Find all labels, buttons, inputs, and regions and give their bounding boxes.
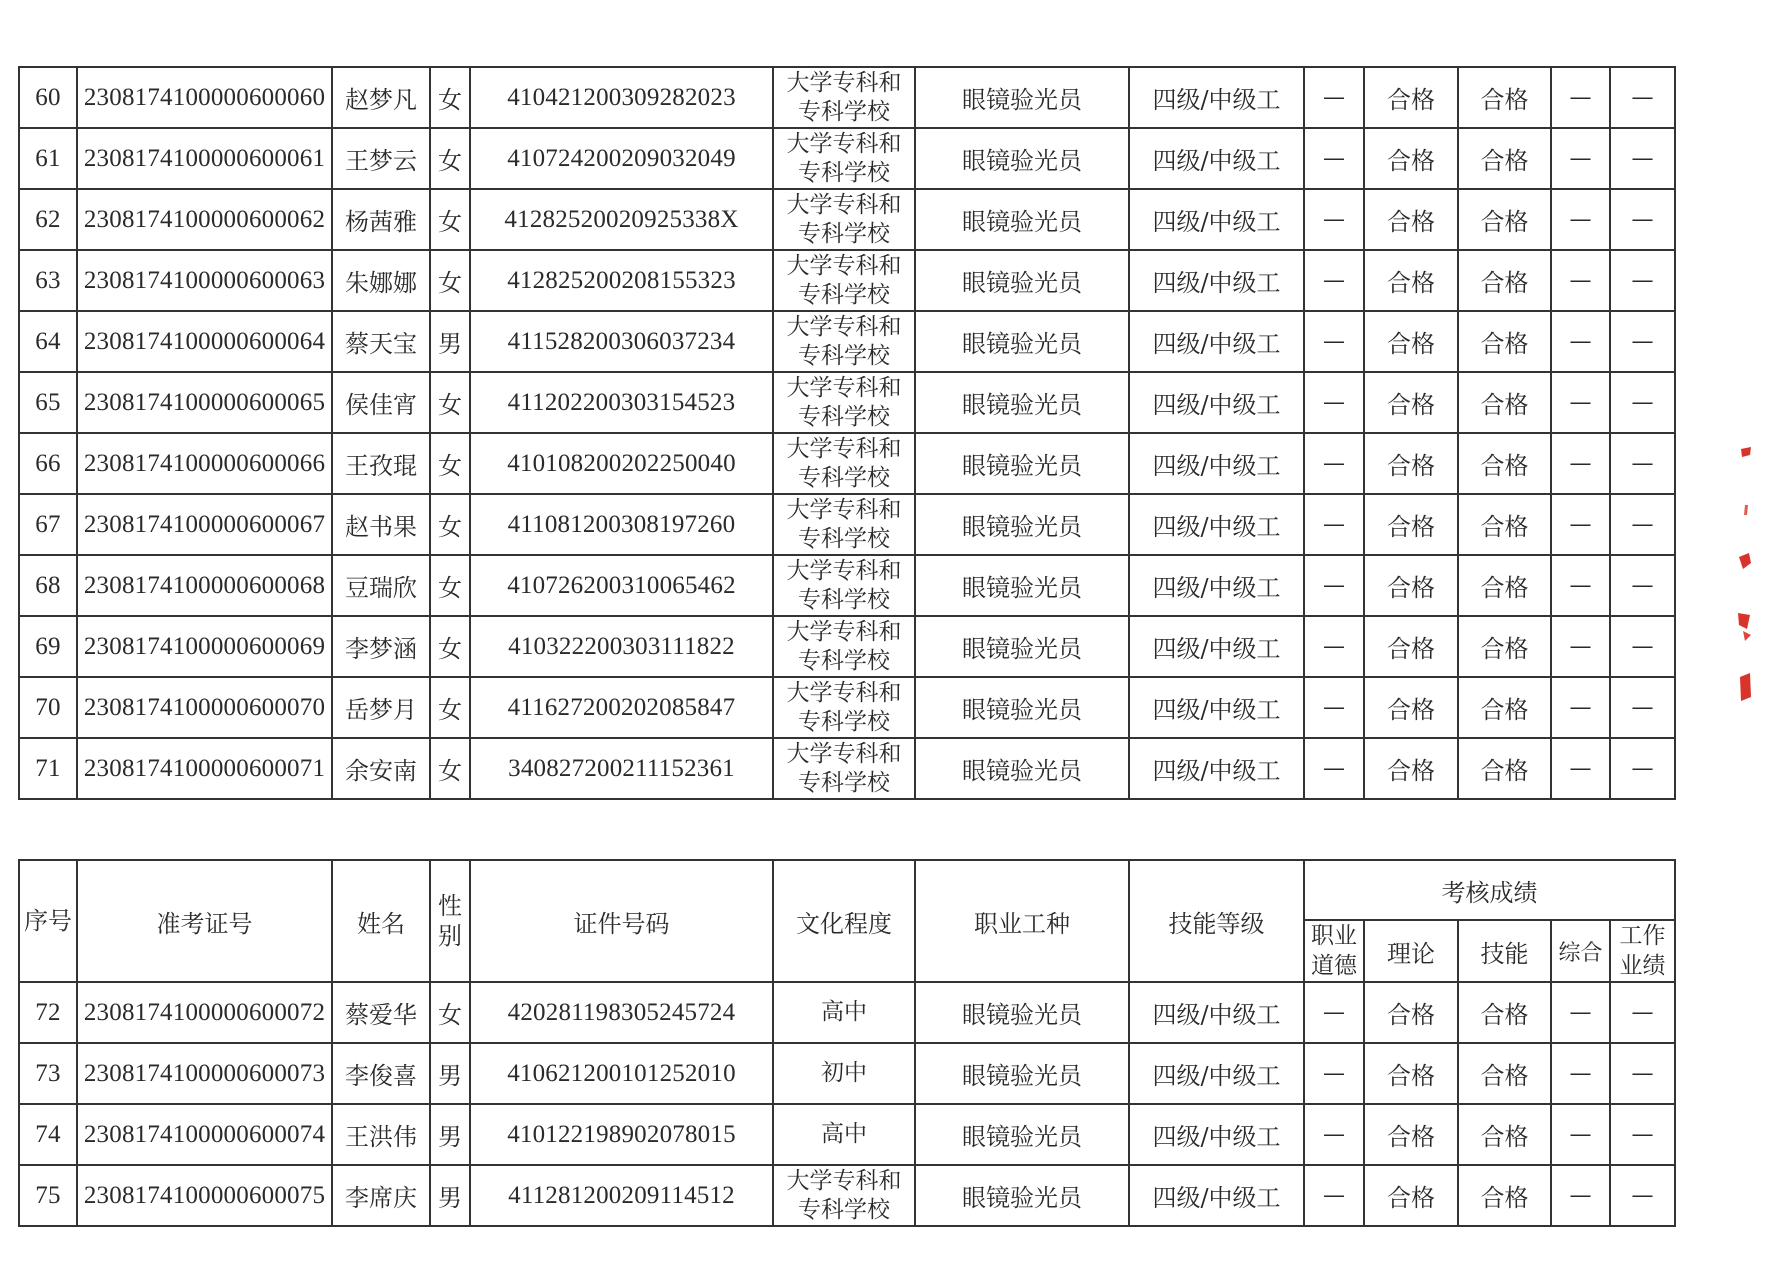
- cell-occupation: 眼镜验光员: [915, 1043, 1129, 1104]
- cell-ethics: —: [1304, 677, 1364, 738]
- education-line-2: 专科学校: [798, 464, 890, 491]
- cell-work-performance: —: [1610, 250, 1675, 311]
- header-comprehensive: 综合: [1551, 920, 1610, 982]
- education-line-2: 专科学校: [798, 708, 890, 735]
- cell-gender: 女: [430, 128, 470, 189]
- cell-name: 李席庆: [332, 1165, 430, 1226]
- cell-ethics: —: [1304, 982, 1364, 1043]
- cell-theory: 合格: [1364, 738, 1458, 799]
- cell-ethics: —: [1304, 494, 1364, 555]
- cell-occupation: 眼镜验光员: [915, 494, 1129, 555]
- cell-skill: 合格: [1458, 1165, 1551, 1226]
- cell-occupation: 眼镜验光员: [915, 677, 1129, 738]
- cell-occupation: 眼镜验光员: [915, 128, 1129, 189]
- cell-comprehensive: —: [1551, 311, 1610, 372]
- education-line-1: 大学专科和: [786, 740, 902, 767]
- education-line-1: 大学专科和: [786, 313, 902, 340]
- cell-education: [773, 189, 915, 250]
- cell-education: [773, 372, 915, 433]
- header-ticket: 准考证号: [77, 860, 332, 982]
- cell-comprehensive: —: [1551, 982, 1610, 1043]
- education-line-1: 高中: [821, 1121, 867, 1147]
- cell-theory: 合格: [1364, 555, 1458, 616]
- cell-ethics: —: [1304, 67, 1364, 128]
- cell-occupation: 眼镜验光员: [915, 67, 1129, 128]
- education-line-1: 大学专科和: [786, 618, 902, 645]
- cell-ticket: 2308174100000600061: [77, 128, 332, 189]
- cell-skill-level: 四级/中级工: [1129, 555, 1304, 616]
- cell-gender: 女: [430, 372, 470, 433]
- cell-work-performance: —: [1610, 433, 1675, 494]
- cell-theory: 合格: [1364, 189, 1458, 250]
- cell-name: 杨茜雅: [332, 189, 430, 250]
- education-line-2: 专科学校: [798, 281, 890, 308]
- cell-name: 王洪伟: [332, 1104, 430, 1165]
- cell-name: 赵梦凡: [332, 67, 430, 128]
- cell-work-performance: —: [1610, 677, 1675, 738]
- cell-id-number: 410322200303111822: [470, 616, 773, 677]
- cell-skill-level: 四级/中级工: [1129, 128, 1304, 189]
- table-row: [19, 128, 1675, 189]
- cell-education: [773, 311, 915, 372]
- cell-skill: 合格: [1458, 555, 1551, 616]
- cell-id-number: 410108200202250040: [470, 433, 773, 494]
- cell-education: [773, 555, 915, 616]
- cell-theory: 合格: [1364, 1043, 1458, 1104]
- cell-occupation: 眼镜验光员: [915, 1165, 1129, 1226]
- table-row: [19, 738, 1675, 799]
- cell-gender: 女: [430, 189, 470, 250]
- cell-skill-level: 四级/中级工: [1129, 982, 1304, 1043]
- cell-skill: 合格: [1458, 1043, 1551, 1104]
- cell-name: 蔡天宝: [332, 311, 430, 372]
- cell-education: [773, 677, 915, 738]
- cell-gender: 男: [430, 311, 470, 372]
- cell-seq: 73: [19, 1043, 77, 1104]
- education-line-1: 大学专科和: [786, 130, 902, 157]
- education-line-2: 专科学校: [798, 586, 890, 613]
- cell-skill-level: 四级/中级工: [1129, 1165, 1304, 1226]
- cell-education: [773, 738, 915, 799]
- cell-gender: 女: [430, 738, 470, 799]
- cell-id-number: 420281198305245724: [470, 982, 773, 1043]
- cell-education: [773, 67, 915, 128]
- cell-skill: 合格: [1458, 67, 1551, 128]
- education-line-2: 专科学校: [798, 159, 890, 186]
- table-header: [19, 860, 1675, 982]
- cell-occupation: 眼镜验光员: [915, 372, 1129, 433]
- cell-comprehensive: —: [1551, 1104, 1610, 1165]
- cell-education: [773, 128, 915, 189]
- cell-work-performance: —: [1610, 1165, 1675, 1226]
- cell-occupation: 眼镜验光员: [915, 433, 1129, 494]
- cell-ethics: —: [1304, 555, 1364, 616]
- cell-work-performance: —: [1610, 128, 1675, 189]
- cell-ethics: —: [1304, 1043, 1364, 1104]
- table-row: [19, 1104, 1675, 1165]
- education-line-2: 专科学校: [798, 342, 890, 369]
- cell-occupation: 眼镜验光员: [915, 189, 1129, 250]
- cell-skill-level: 四级/中级工: [1129, 1043, 1304, 1104]
- cell-occupation: 眼镜验光员: [915, 982, 1129, 1043]
- cell-skill: 合格: [1458, 738, 1551, 799]
- cell-theory: 合格: [1364, 1104, 1458, 1165]
- cell-skill-level: 四级/中级工: [1129, 1104, 1304, 1165]
- header-skill: 技能: [1458, 920, 1551, 982]
- results-table-bottom-body: [19, 982, 1675, 1226]
- cell-ethics: —: [1304, 250, 1364, 311]
- cell-ticket: 2308174100000600066: [77, 433, 332, 494]
- cell-ticket: 2308174100000600063: [77, 250, 332, 311]
- cell-name: 蔡爱华: [332, 982, 430, 1043]
- cell-theory: 合格: [1364, 67, 1458, 128]
- results-table-top-body: [19, 67, 1675, 799]
- cell-id-number: 340827200211152361: [470, 738, 773, 799]
- cell-work-performance: —: [1610, 67, 1675, 128]
- cell-ticket: 2308174100000600074: [77, 1104, 332, 1165]
- cell-occupation: 眼镜验光员: [915, 311, 1129, 372]
- header-skill-level: 技能等级: [1129, 860, 1304, 982]
- cell-ticket: 2308174100000600069: [77, 616, 332, 677]
- cell-gender: 女: [430, 250, 470, 311]
- cell-skill-level: 四级/中级工: [1129, 494, 1304, 555]
- cell-seq: 71: [19, 738, 77, 799]
- education-line-1: 大学专科和: [786, 435, 902, 462]
- cell-ticket: 2308174100000600070: [77, 677, 332, 738]
- cell-occupation: 眼镜验光员: [915, 1104, 1129, 1165]
- cell-skill: 合格: [1458, 311, 1551, 372]
- cell-ticket: 2308174100000600060: [77, 67, 332, 128]
- cell-ethics: —: [1304, 616, 1364, 677]
- header-ethics: 职业道德: [1304, 920, 1364, 982]
- table-row: [19, 494, 1675, 555]
- header-id-number: 证件号码: [470, 860, 773, 982]
- cell-ethics: —: [1304, 311, 1364, 372]
- cell-gender: 女: [430, 616, 470, 677]
- cell-skill-level: 四级/中级工: [1129, 67, 1304, 128]
- education-line-1: 大学专科和: [786, 191, 902, 218]
- cell-skill-level: 四级/中级工: [1129, 738, 1304, 799]
- cell-ethics: —: [1304, 372, 1364, 433]
- header-theory: 理论: [1364, 920, 1458, 982]
- cell-id-number: 410621200101252010: [470, 1043, 773, 1104]
- education-line-2: 专科学校: [798, 1196, 890, 1223]
- cell-work-performance: —: [1610, 189, 1675, 250]
- cell-work-performance: —: [1610, 555, 1675, 616]
- cell-work-performance: —: [1610, 494, 1675, 555]
- cell-skill-level: 四级/中级工: [1129, 433, 1304, 494]
- table-row: [19, 982, 1675, 1043]
- results-table-top: [18, 66, 1676, 800]
- cell-gender: 女: [430, 555, 470, 616]
- cell-theory: 合格: [1364, 1165, 1458, 1226]
- cell-theory: 合格: [1364, 250, 1458, 311]
- cell-id-number: 410421200309282023: [470, 67, 773, 128]
- education-line-1: 大学专科和: [786, 496, 902, 523]
- cell-gender: 女: [430, 677, 470, 738]
- cell-theory: 合格: [1364, 982, 1458, 1043]
- cell-name: 王梦云: [332, 128, 430, 189]
- education-line-1: 大学专科和: [786, 252, 902, 279]
- cell-skill-level: 四级/中级工: [1129, 311, 1304, 372]
- cell-id-number: 411627200202085847: [470, 677, 773, 738]
- cell-skill: 合格: [1458, 433, 1551, 494]
- cell-theory: 合格: [1364, 677, 1458, 738]
- education-line-2: 专科学校: [798, 525, 890, 552]
- education-line-2: 专科学校: [798, 403, 890, 430]
- cell-comprehensive: —: [1551, 433, 1610, 494]
- cell-name: 李俊喜: [332, 1043, 430, 1104]
- cell-ticket: 2308174100000600071: [77, 738, 332, 799]
- cell-ticket: 2308174100000600073: [77, 1043, 332, 1104]
- cell-ethics: —: [1304, 1104, 1364, 1165]
- cell-id-number: 412825200208155323: [470, 250, 773, 311]
- cell-comprehensive: —: [1551, 128, 1610, 189]
- cell-ticket: 2308174100000600068: [77, 555, 332, 616]
- table-row: [19, 1043, 1675, 1104]
- cell-seq: 72: [19, 982, 77, 1043]
- cell-ticket: 2308174100000600064: [77, 311, 332, 372]
- cell-occupation: 眼镜验光员: [915, 555, 1129, 616]
- cell-education: [773, 433, 915, 494]
- education-line-2: 专科学校: [798, 647, 890, 674]
- cell-seq: 74: [19, 1104, 77, 1165]
- table-row: [19, 67, 1675, 128]
- cell-comprehensive: —: [1551, 189, 1610, 250]
- cell-education: [773, 982, 915, 1043]
- cell-theory: 合格: [1364, 433, 1458, 494]
- cell-name: 岳梦月: [332, 677, 430, 738]
- cell-comprehensive: —: [1551, 494, 1610, 555]
- header-education: 文化程度: [773, 860, 915, 982]
- education-line-1: 大学专科和: [786, 1167, 902, 1194]
- cell-work-performance: —: [1610, 738, 1675, 799]
- cell-skill: 合格: [1458, 372, 1551, 433]
- cell-skill-level: 四级/中级工: [1129, 189, 1304, 250]
- cell-education: [773, 616, 915, 677]
- education-line-1: 大学专科和: [786, 374, 902, 401]
- cell-education: [773, 494, 915, 555]
- cell-skill: 合格: [1458, 189, 1551, 250]
- cell-seq: 65: [19, 372, 77, 433]
- table-row: [19, 311, 1675, 372]
- cell-skill: 合格: [1458, 250, 1551, 311]
- cell-work-performance: —: [1610, 311, 1675, 372]
- cell-seq: 67: [19, 494, 77, 555]
- cell-seq: 62: [19, 189, 77, 250]
- cell-id-number: 411081200308197260: [470, 494, 773, 555]
- cell-work-performance: —: [1610, 616, 1675, 677]
- cell-comprehensive: —: [1551, 67, 1610, 128]
- header-seq: 序号: [19, 860, 77, 982]
- education-line-2: 专科学校: [798, 220, 890, 247]
- cell-education: [773, 1165, 915, 1226]
- cell-work-performance: —: [1610, 372, 1675, 433]
- cell-gender: 女: [430, 982, 470, 1043]
- cell-ticket: 2308174100000600075: [77, 1165, 332, 1226]
- seal-stamp-fragment: [1735, 445, 1755, 705]
- cell-theory: 合格: [1364, 494, 1458, 555]
- cell-name: 赵书果: [332, 494, 430, 555]
- education-line-1: 高中: [821, 999, 867, 1025]
- cell-comprehensive: —: [1551, 372, 1610, 433]
- cell-gender: 女: [430, 67, 470, 128]
- cell-skill-level: 四级/中级工: [1129, 250, 1304, 311]
- education-line-2: 专科学校: [798, 769, 890, 796]
- cell-seq: 75: [19, 1165, 77, 1226]
- cell-name: 豆瑞欣: [332, 555, 430, 616]
- table-row: [19, 250, 1675, 311]
- cell-id-number: 410724200209032049: [470, 128, 773, 189]
- table-row: [19, 677, 1675, 738]
- table-row: [19, 433, 1675, 494]
- cell-id-number: 41282520020925338X: [470, 189, 773, 250]
- table-row: [19, 189, 1675, 250]
- cell-theory: 合格: [1364, 372, 1458, 433]
- header-occupation: 职业工种: [915, 860, 1129, 982]
- cell-ethics: —: [1304, 189, 1364, 250]
- cell-comprehensive: —: [1551, 738, 1610, 799]
- cell-theory: 合格: [1364, 128, 1458, 189]
- cell-skill: 合格: [1458, 494, 1551, 555]
- table-row: [19, 616, 1675, 677]
- cell-ethics: —: [1304, 128, 1364, 189]
- header-work-performance: 工作业绩: [1610, 920, 1675, 982]
- cell-work-performance: —: [1610, 1043, 1675, 1104]
- cell-seq: 63: [19, 250, 77, 311]
- cell-id-number: 411528200306037234: [470, 311, 773, 372]
- cell-name: 侯佳宵: [332, 372, 430, 433]
- results-table-bottom: [18, 859, 1676, 1227]
- cell-seq: 68: [19, 555, 77, 616]
- cell-skill: 合格: [1458, 1104, 1551, 1165]
- cell-gender: 女: [430, 433, 470, 494]
- cell-id-number: 410122198902078015: [470, 1104, 773, 1165]
- cell-id-number: 410726200310065462: [470, 555, 773, 616]
- cell-seq: 61: [19, 128, 77, 189]
- table-row: [19, 1165, 1675, 1226]
- cell-work-performance: —: [1610, 1104, 1675, 1165]
- cell-ethics: —: [1304, 1165, 1364, 1226]
- cell-seq: 64: [19, 311, 77, 372]
- cell-gender: 男: [430, 1165, 470, 1226]
- cell-ticket: 2308174100000600072: [77, 982, 332, 1043]
- cell-seq: 69: [19, 616, 77, 677]
- cell-comprehensive: —: [1551, 1043, 1610, 1104]
- cell-seq: 66: [19, 433, 77, 494]
- cell-seq: 70: [19, 677, 77, 738]
- cell-skill-level: 四级/中级工: [1129, 677, 1304, 738]
- cell-gender: 男: [430, 1043, 470, 1104]
- cell-comprehensive: —: [1551, 250, 1610, 311]
- education-line-1: 大学专科和: [786, 69, 902, 96]
- cell-comprehensive: —: [1551, 1165, 1610, 1226]
- cell-ticket: 2308174100000600067: [77, 494, 332, 555]
- cell-skill: 合格: [1458, 677, 1551, 738]
- cell-ticket: 2308174100000600065: [77, 372, 332, 433]
- cell-ethics: —: [1304, 433, 1364, 494]
- cell-id-number: 411281200209114512: [470, 1165, 773, 1226]
- cell-occupation: 眼镜验光员: [915, 250, 1129, 311]
- cell-name: 王孜琨: [332, 433, 430, 494]
- cell-occupation: 眼镜验光员: [915, 616, 1129, 677]
- cell-skill: 合格: [1458, 982, 1551, 1043]
- cell-skill: 合格: [1458, 128, 1551, 189]
- cell-education: [773, 1104, 915, 1165]
- education-line-1: 大学专科和: [786, 557, 902, 584]
- cell-education: [773, 1043, 915, 1104]
- cell-name: 李梦涵: [332, 616, 430, 677]
- cell-gender: 男: [430, 1104, 470, 1165]
- education-line-1: 大学专科和: [786, 679, 902, 706]
- cell-name: 朱娜娜: [332, 250, 430, 311]
- cell-theory: 合格: [1364, 616, 1458, 677]
- cell-comprehensive: —: [1551, 555, 1610, 616]
- cell-theory: 合格: [1364, 311, 1458, 372]
- cell-ethics: —: [1304, 738, 1364, 799]
- table-row: [19, 372, 1675, 433]
- header-gender: 性别: [430, 860, 470, 982]
- cell-skill-level: 四级/中级工: [1129, 616, 1304, 677]
- cell-comprehensive: —: [1551, 616, 1610, 677]
- table-row: [19, 555, 1675, 616]
- cell-education: [773, 250, 915, 311]
- cell-work-performance: —: [1610, 982, 1675, 1043]
- cell-name: 余安南: [332, 738, 430, 799]
- cell-skill: 合格: [1458, 616, 1551, 677]
- cell-seq: 60: [19, 67, 77, 128]
- header-name: 姓名: [332, 860, 430, 982]
- cell-gender: 女: [430, 494, 470, 555]
- cell-ticket: 2308174100000600062: [77, 189, 332, 250]
- cell-skill-level: 四级/中级工: [1129, 372, 1304, 433]
- cell-id-number: 411202200303154523: [470, 372, 773, 433]
- education-line-2: 专科学校: [798, 98, 890, 125]
- header-scores-group: 考核成绩: [1304, 860, 1675, 920]
- cell-occupation: 眼镜验光员: [915, 738, 1129, 799]
- education-line-1: 初中: [821, 1060, 867, 1086]
- cell-comprehensive: —: [1551, 677, 1610, 738]
